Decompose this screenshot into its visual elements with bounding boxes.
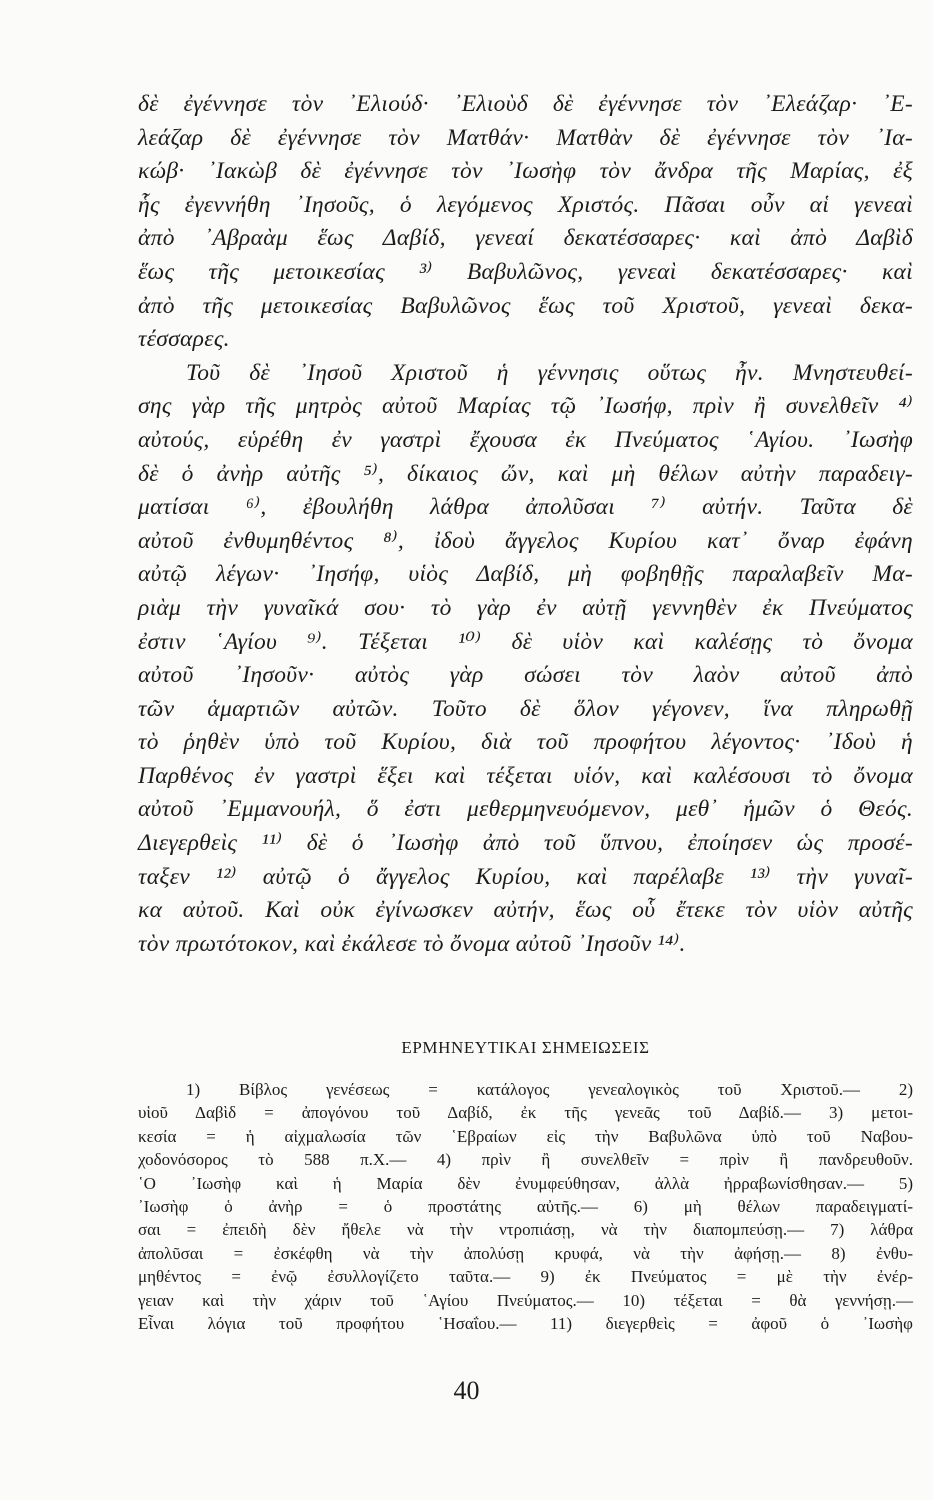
text-line: Παρθένος ἐν γαστρὶ ἕξει καὶ τέξεται υἱόν, καὶ καλέσουσι τὸ ὄνομα xyxy=(138,762,913,789)
text-line: αὐτοῦ ᾿Ιησοῦν· αὐτὸς γὰρ σώσει τὸν λαὸν αὐτοῦ ἀπὸ xyxy=(138,662,913,689)
note-line: κεσία = ἡ αἰχμαλωσία τῶν ῾Εβραίων εἰς τὴν Βαβυλῶνα ὑπὸ τοῦ Ναβου- xyxy=(138,1126,913,1146)
text-line: ἧς ἐγεννήθη ᾿Ιησοῦς, ὁ λεγόμενος Χριστός. Πᾶσαι οὖν αἱ γενεαὶ xyxy=(138,191,913,218)
main-text xyxy=(138,88,913,961)
text-line: τέσσαρες. xyxy=(138,326,230,353)
explanatory-notes xyxy=(138,1078,913,1335)
text-line: δὲ ἐγέννησε τὸν ᾿Ελιούδ· ᾿Ελιοὺδ δὲ ἐγέννησε τὸν ᾿Ελεάζαρ· ᾿Ε- xyxy=(138,91,913,117)
text-line: τῶν ἁμαρτιῶν αὐτῶν. Τοῦτο δὲ ὅλον γέγονεν, ἵνα πληρωθῇ xyxy=(138,695,913,722)
text-line: αὐτούς, εὑρέθη ἐν γαστρὶ ἔχουσα ἐκ Πνεύματος ῾Αγίου. ᾿Ιωσὴφ xyxy=(138,426,913,453)
text-line: Τοῦ δὲ ᾿Ιησοῦ Χριστοῦ ἡ γέννησις οὕτως ἦν. Μνηστευθεί- xyxy=(186,359,913,386)
note-line: ᾿Ιωσὴφ ὁ ἀνὴρ = ὁ προστάτης αὐτῆς.— 6) μὴ θέλων παραδειγματί- xyxy=(138,1196,913,1216)
text-line: αὐτῷ λέγων· ᾿Ιησήφ, υἱὸς Δαβίδ, μὴ φοβηθῇς παραλαβεῖν Μα- xyxy=(138,561,913,588)
text-line: ἀπὸ τῆς μετοικεσίας Βαβυλῶνος ἕως τοῦ Χριστοῦ, γενεαὶ δεκα- xyxy=(138,292,913,319)
page-number: 40 xyxy=(453,1376,480,1405)
text-line: ματίσαι ⁶⁾, ἐβουλήθη λάθρα ἀπολῦσαι ⁷⁾ αὐτήν. Ταῦτα δὲ xyxy=(138,494,913,521)
note-line: γειαν καὶ τὴν χάριν τοῦ ῾Αγίου Πνεύματος.— 10) τέξεται = θὰ γεννήσῃ.— xyxy=(138,1290,913,1310)
note-line: υἱοῦ Δαβὶδ = ἀπογόνου τοῦ Δαβίδ, ἐκ τῆς γενεᾶς τοῦ Δαβίδ.— 3) μετοι- xyxy=(138,1103,913,1123)
text-line: κώβ· ᾿Ιακὼβ δὲ ἐγέννησε τὸν ᾿Ιωσὴφ τὸν ἄνδρα τῆς Μαρίας, ἐξ xyxy=(138,158,913,185)
note-line: ἀπολῦσαι = ἐσκέφθη νὰ τὴν ἀπολύσῃ κρυφά, νὰ τὴν ἀφήσῃ.— 8) ἐνθυ- xyxy=(138,1243,913,1263)
text-line: τὸν πρωτότοκον, καὶ ἐκάλεσε τὸ ὄνομα αὐτοῦ ᾿Ιησοῦν ¹⁴⁾. xyxy=(138,930,686,957)
text-line: ἐστιν ῾Αγίου ⁹⁾. Τέξεται ¹⁰⁾ δὲ υἱὸν καὶ καλέσῃς τὸ ὄνομα xyxy=(138,628,913,655)
note-line: ῾Ο ᾿Ιωσὴφ καὶ ἡ Μαρία δὲν ἐνυμφεύθησαν, ἀλλὰ ἠρραβωνίσθησαν.— 5) xyxy=(138,1173,913,1193)
text-line: λεάζαρ δὲ ἐγέννησε τὸν Ματθάν· Ματθὰν δὲ ἐγέννησε τὸν ᾿Ια- xyxy=(138,124,913,151)
text-line: αὐτοῦ ᾿Εμμανουήλ, ὅ ἐστι μεθερμηνευόμενον, μεθ᾿ ἡμῶν ὁ Θεός. xyxy=(138,796,913,823)
text-line: τὸ ῥηθὲν ὑπὸ τοῦ Κυρίου, διὰ τοῦ προφήτου λέγοντος· ᾿Ιδοὺ ἡ xyxy=(138,729,913,756)
text-line: ἕως τῆς μετοικεσίας ³⁾ Βαβυλῶνος, γενεαὶ δεκατέσσαρες· καὶ xyxy=(138,258,913,285)
text-line: ἀπὸ ᾿Αβραὰμ ἕως Δαβίδ, γενεαί δεκατέσσαρες· καὶ ἀπὸ Δαβὶδ xyxy=(138,225,913,252)
text-line: σης γὰρ τῆς μητρὸς αὐτοῦ Μαρίας τῷ ᾿Ιωσήφ, πρὶν ἢ συνελθεῖν ⁴⁾ xyxy=(138,393,913,420)
note-line: σαι = ἐπειδὴ δὲν ἤθελε νὰ τὴν ντροπιάσῃ, νὰ τὴν διαπομπεύσῃ.— 7) λάθρα xyxy=(138,1220,913,1240)
notes-heading: ΕΡΜΗΝΕΥΤΙΚΑΙ ΣΗΜΕΙΩΣΕΙΣ xyxy=(401,1038,650,1057)
text-line: Διεγερθεὶς ¹¹⁾ δὲ ὁ ᾿Ιωσὴφ ἀπὸ τοῦ ὕπνου, ἐποίησεν ὡς προσέ- xyxy=(138,830,913,857)
text-line: κα αὐτοῦ. Καὶ οὐκ ἐγίνωσκεν αὐτήν, ἕως οὗ ἔτεκε τὸν υἱὸν αὐτῆς xyxy=(138,897,913,924)
text-line: δὲ ὁ ἀνὴρ αὐτῆς ⁵⁾, δίκαιος ὤν, καὶ μὴ θέλων αὐτὴν παραδειγ- xyxy=(138,460,913,487)
note-line: μηθέντος = ἐνῷ ἐσυλλογίζετο ταῦτα.— 9) ἐκ Πνεύματος = μὲ τὴν ἐνέρ- xyxy=(138,1267,913,1287)
note-line: 1) Βίβλος γενέσεως = κατάλογος γενεαλογικὸς τοῦ Χριστοῦ.— 2) xyxy=(186,1080,913,1099)
note-line: Εἶναι λόγια τοῦ προφήτου ῾Ησαΐου.— 11) διεγερθεὶς = ἀφοῦ ὁ ᾿Ιωσὴφ xyxy=(138,1313,913,1333)
text-line: ριὰμ τὴν γυναῖκά σου· τὸ γὰρ ἐν αὐτῇ γεννηθὲν ἐκ Πνεύματος xyxy=(138,594,913,621)
text-line: αὐτοῦ ἐνθυμηθέντος ⁸⁾, ἰδοὺ ἄγγελος Κυρίου κατ᾿ ὄναρ ἐφάνη xyxy=(138,527,913,554)
note-line: χοδονόσορος τὸ 588 π.Χ.— 4) πρὶν ἢ συνελθεῖν = πρὶν ἢ πανδρευθοῦν. xyxy=(138,1150,913,1170)
text-line: ταξεν ¹²⁾ αὐτῷ ὁ ἄγγελος Κυρίου, καὶ παρέλαβε ¹³⁾ τὴν γυναῖ- xyxy=(138,863,913,890)
